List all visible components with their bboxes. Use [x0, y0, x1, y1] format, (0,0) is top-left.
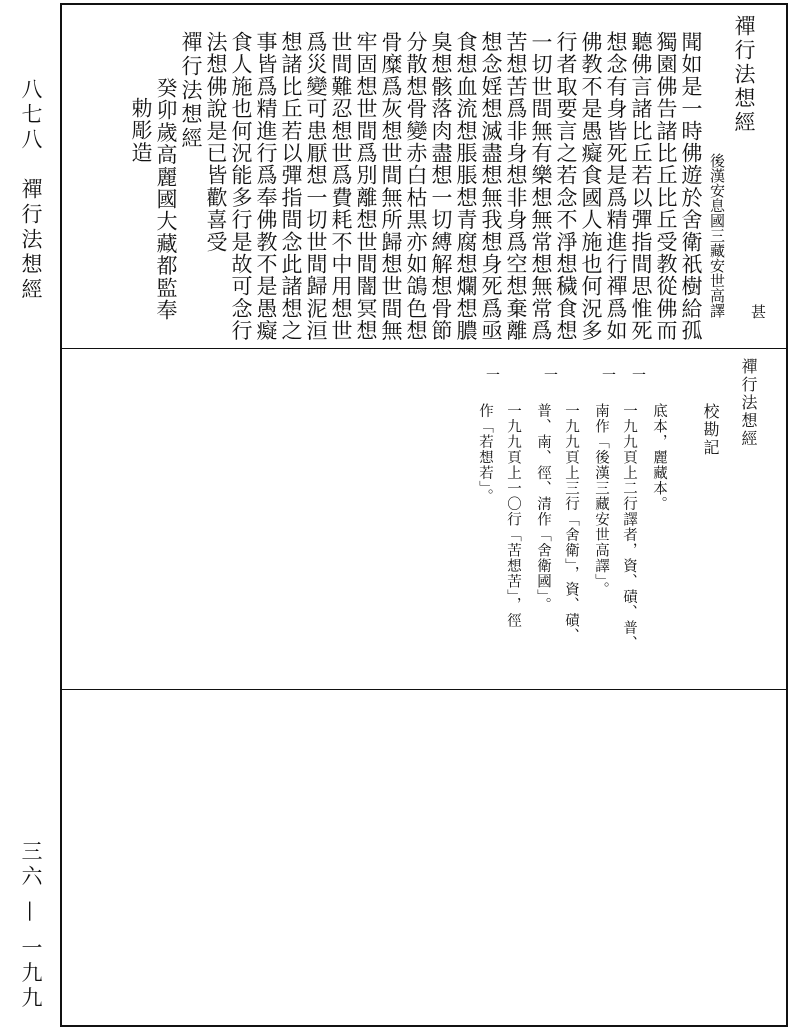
panel-divider	[62, 689, 786, 690]
page-frame	[60, 3, 788, 1027]
note-text: 一九九頁上二行譯者，資、磧、普、	[621, 403, 637, 651]
text-column: 佛教不是愚癡食國人施也何況多	[579, 31, 603, 342]
end-title: 禪行法想經	[179, 31, 203, 151]
text-column: 事皆爲精進行爲奉佛教不是愚癡	[254, 31, 278, 342]
note-text: 南作「後漢三藏安世高譯」。	[593, 403, 609, 598]
text-column: 聽佛言諸比丘若以彈指間思惟死	[629, 31, 653, 342]
text-column: 爲災變可患厭想一切世間歸泥洹	[304, 31, 328, 342]
notes-heading: 禪行法想經	[739, 358, 758, 448]
note-text: 作「若想若」。	[477, 403, 493, 505]
translator-line: 後漢安息國三藏安世高譯	[708, 153, 726, 318]
note-text: 一九九頁上一〇行「苦想苦」，徑	[505, 403, 521, 629]
notes-subheading: 校勘記	[701, 403, 720, 457]
text-column: 苦想苦爲非身想非身爲空想棄離	[504, 31, 528, 342]
colophon-line: 勅彫造	[129, 97, 153, 164]
page-number-label: 三六 — 一九九	[19, 840, 43, 1012]
note-text: 底本，麗藏本。	[651, 403, 667, 512]
text-column: 聞如是一時佛遊於舍衛祇樹給孤	[679, 31, 703, 342]
text-column: 獨園佛告諸比丘比丘受教從佛而	[654, 31, 678, 342]
text-column: 一切世間無有樂想無常想無常爲	[529, 31, 553, 342]
text-column: 牢固想世間爲別離想世間闇冥想	[354, 31, 378, 342]
panel-divider	[62, 348, 786, 349]
text-column: 想諸比丘若以彈指間念此諸想之	[279, 31, 303, 342]
sutra-title: 禪行法想經	[732, 15, 756, 135]
text-column: 臭想骸落肉盡想一切縛解想骨節	[429, 31, 453, 342]
text-column: 食人施也何況能多行是故可念行	[229, 31, 253, 342]
text-column: 食想血流想脹脹想青腐想爛想膿	[454, 31, 478, 342]
note-text: 普、南、徑、清作「舍衛國」。	[535, 403, 551, 613]
text-column: 想念有身皆死是爲精進行禪爲如	[604, 31, 628, 342]
colophon-line: 癸卯歲高麗國大藏都監奉	[154, 77, 178, 322]
text-column: 想念婬想滅盡想無我想身死爲亟	[479, 31, 503, 342]
text-column: 法想佛說是已皆歡喜受	[204, 31, 228, 253]
text-column: 世間難忍想世爲費耗不中用想世	[329, 31, 353, 342]
note-bullet: 一	[602, 368, 616, 384]
note-bullet: 一	[544, 368, 558, 384]
note-bullet: 一	[632, 368, 646, 384]
note-bullet: 一	[486, 368, 500, 384]
text-column: 行者取要言之若念不淨想穢食想	[554, 31, 578, 342]
text-column: 分散想骨變赤白枯黒亦如鴿色想	[404, 31, 428, 342]
volume-label: 八七八 禪行法想經	[19, 78, 43, 303]
page-mark: 甚	[750, 303, 766, 321]
text-column: 骨糜爲灰想世間無所歸想世間無	[379, 31, 403, 342]
note-text: 一九九頁上三行「舍衛」，資、磧、	[563, 403, 579, 644]
